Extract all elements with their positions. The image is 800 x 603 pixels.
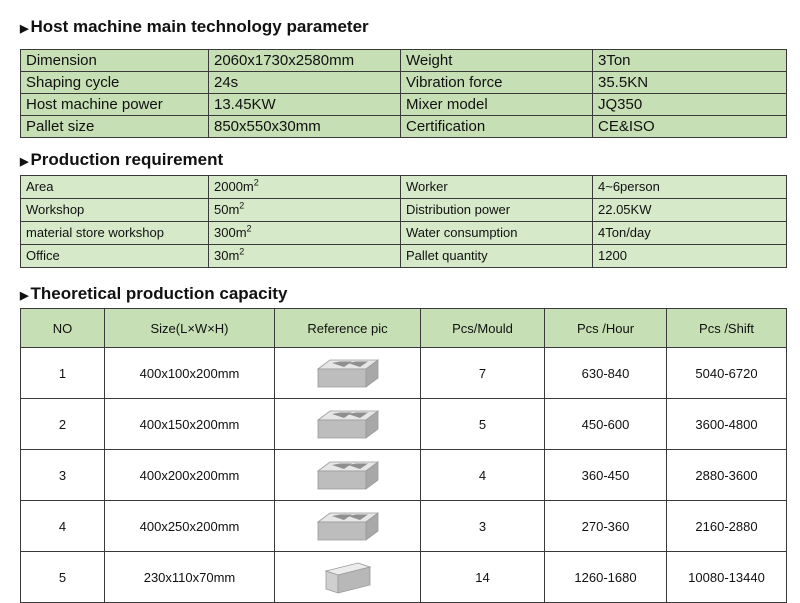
param-label: Shaping cycle (21, 72, 209, 94)
reference-pic (275, 552, 421, 603)
hollow-block-icon (312, 457, 384, 493)
table-row (21, 199, 787, 222)
param-label: Mixer model (401, 94, 593, 116)
column-header: NO (21, 309, 105, 348)
pcs-per-shift: 10080-13440 (667, 552, 787, 603)
req-label: Pallet quantity (401, 245, 593, 268)
section-heading-host: ▶ Host machine main technology parameter (20, 17, 369, 36)
req-label: Office (21, 245, 209, 268)
table-row (21, 552, 787, 603)
section-heading-production: ▶ Production requirement (20, 150, 224, 169)
req-label: material store workshop (21, 222, 209, 245)
column-header: Pcs /Hour (545, 309, 667, 348)
param-value: 3Ton (593, 50, 787, 72)
table-row (21, 348, 787, 399)
column-header: Size(L×W×H) (105, 309, 275, 348)
pcs-per-hour: 630-840 (545, 348, 667, 399)
pcs-per-shift: 2880-3600 (667, 450, 787, 501)
param-value: 35.5KN (593, 72, 787, 94)
row-number: 5 (21, 552, 105, 603)
capacity-table (20, 308, 787, 603)
hollow-block-icon (312, 355, 384, 391)
pcs-per-hour: 450-600 (545, 399, 667, 450)
req-value: $30m^2$ (209, 245, 401, 268)
triangle-bullet-icon: ▶ (20, 156, 29, 168)
column-header: Reference pic (275, 309, 421, 348)
table-row (21, 72, 787, 94)
req-value: 4Ton/day (593, 222, 787, 245)
reference-pic (275, 501, 421, 552)
pcs-per-mould: 3 (421, 501, 545, 552)
host-params-table (20, 49, 787, 138)
block-size: 400x100x200mm (105, 348, 275, 399)
param-label: Dimension (21, 50, 209, 72)
table-row (21, 245, 787, 268)
param-label: Host machine power (21, 94, 209, 116)
req-label: Water consumption (401, 222, 593, 245)
param-value: 2060x1730x2580mm (209, 50, 401, 72)
row-number: 4 (21, 501, 105, 552)
pcs-per-shift: 5040-6720 (667, 348, 787, 399)
req-value: $300m^2$ (209, 222, 401, 245)
production-req-table (20, 175, 787, 268)
param-label: Certification (401, 116, 593, 138)
req-label: Area (21, 176, 209, 199)
table-row (21, 399, 787, 450)
table-row (21, 450, 787, 501)
pcs-per-mould: 7 (421, 348, 545, 399)
reference-pic (275, 450, 421, 501)
req-label: Distribution power (401, 199, 593, 222)
block-size: 400x200x200mm (105, 450, 275, 501)
hollow-block-icon (312, 508, 384, 544)
table-row (21, 50, 787, 72)
row-number: 3 (21, 450, 105, 501)
param-value: JQ350 (593, 94, 787, 116)
table-header-row (21, 309, 787, 348)
block-size: 400x250x200mm (105, 501, 275, 552)
table-row (21, 176, 787, 199)
req-label: Workshop (21, 199, 209, 222)
row-number: 2 (21, 399, 105, 450)
param-label: Weight (401, 50, 593, 72)
reference-pic (275, 399, 421, 450)
table-row (21, 501, 787, 552)
hollow-block-icon (312, 406, 384, 442)
param-label: Vibration force (401, 72, 593, 94)
column-header: Pcs /Shift (667, 309, 787, 348)
pcs-per-shift: 3600-4800 (667, 399, 787, 450)
table-row (21, 116, 787, 138)
block-size: 230x110x70mm (105, 552, 275, 603)
req-value: $50m^2$ (209, 199, 401, 222)
pcs-per-mould: 5 (421, 399, 545, 450)
row-number: 1 (21, 348, 105, 399)
column-header: Pcs/Mould (421, 309, 545, 348)
triangle-bullet-icon: ▶ (20, 290, 29, 302)
req-value: $2000m^2$ (209, 176, 401, 199)
param-label: Pallet size (21, 116, 209, 138)
section-heading-capacity: ▶ Theoretical production capacity (20, 284, 288, 303)
param-value: CE&ISO (593, 116, 787, 138)
pcs-per-mould: 4 (421, 450, 545, 501)
pcs-per-mould: 14 (421, 552, 545, 603)
param-value: 850x550x30mm (209, 116, 401, 138)
solid-brick-icon (312, 559, 384, 595)
req-value: 1200 (593, 245, 787, 268)
table-row (21, 222, 787, 245)
pcs-per-hour: 1260-1680 (545, 552, 667, 603)
block-size: 400x150x200mm (105, 399, 275, 450)
param-value: 13.45KW (209, 94, 401, 116)
pcs-per-hour: 360-450 (545, 450, 667, 501)
req-label: Worker (401, 176, 593, 199)
table-row (21, 94, 787, 116)
reference-pic (275, 348, 421, 399)
param-value: 24s (209, 72, 401, 94)
pcs-per-shift: 2160-2880 (667, 501, 787, 552)
triangle-bullet-icon: ▶ (20, 23, 29, 35)
req-value: 4~6person (593, 176, 787, 199)
req-value: 22.05KW (593, 199, 787, 222)
pcs-per-hour: 270-360 (545, 501, 667, 552)
